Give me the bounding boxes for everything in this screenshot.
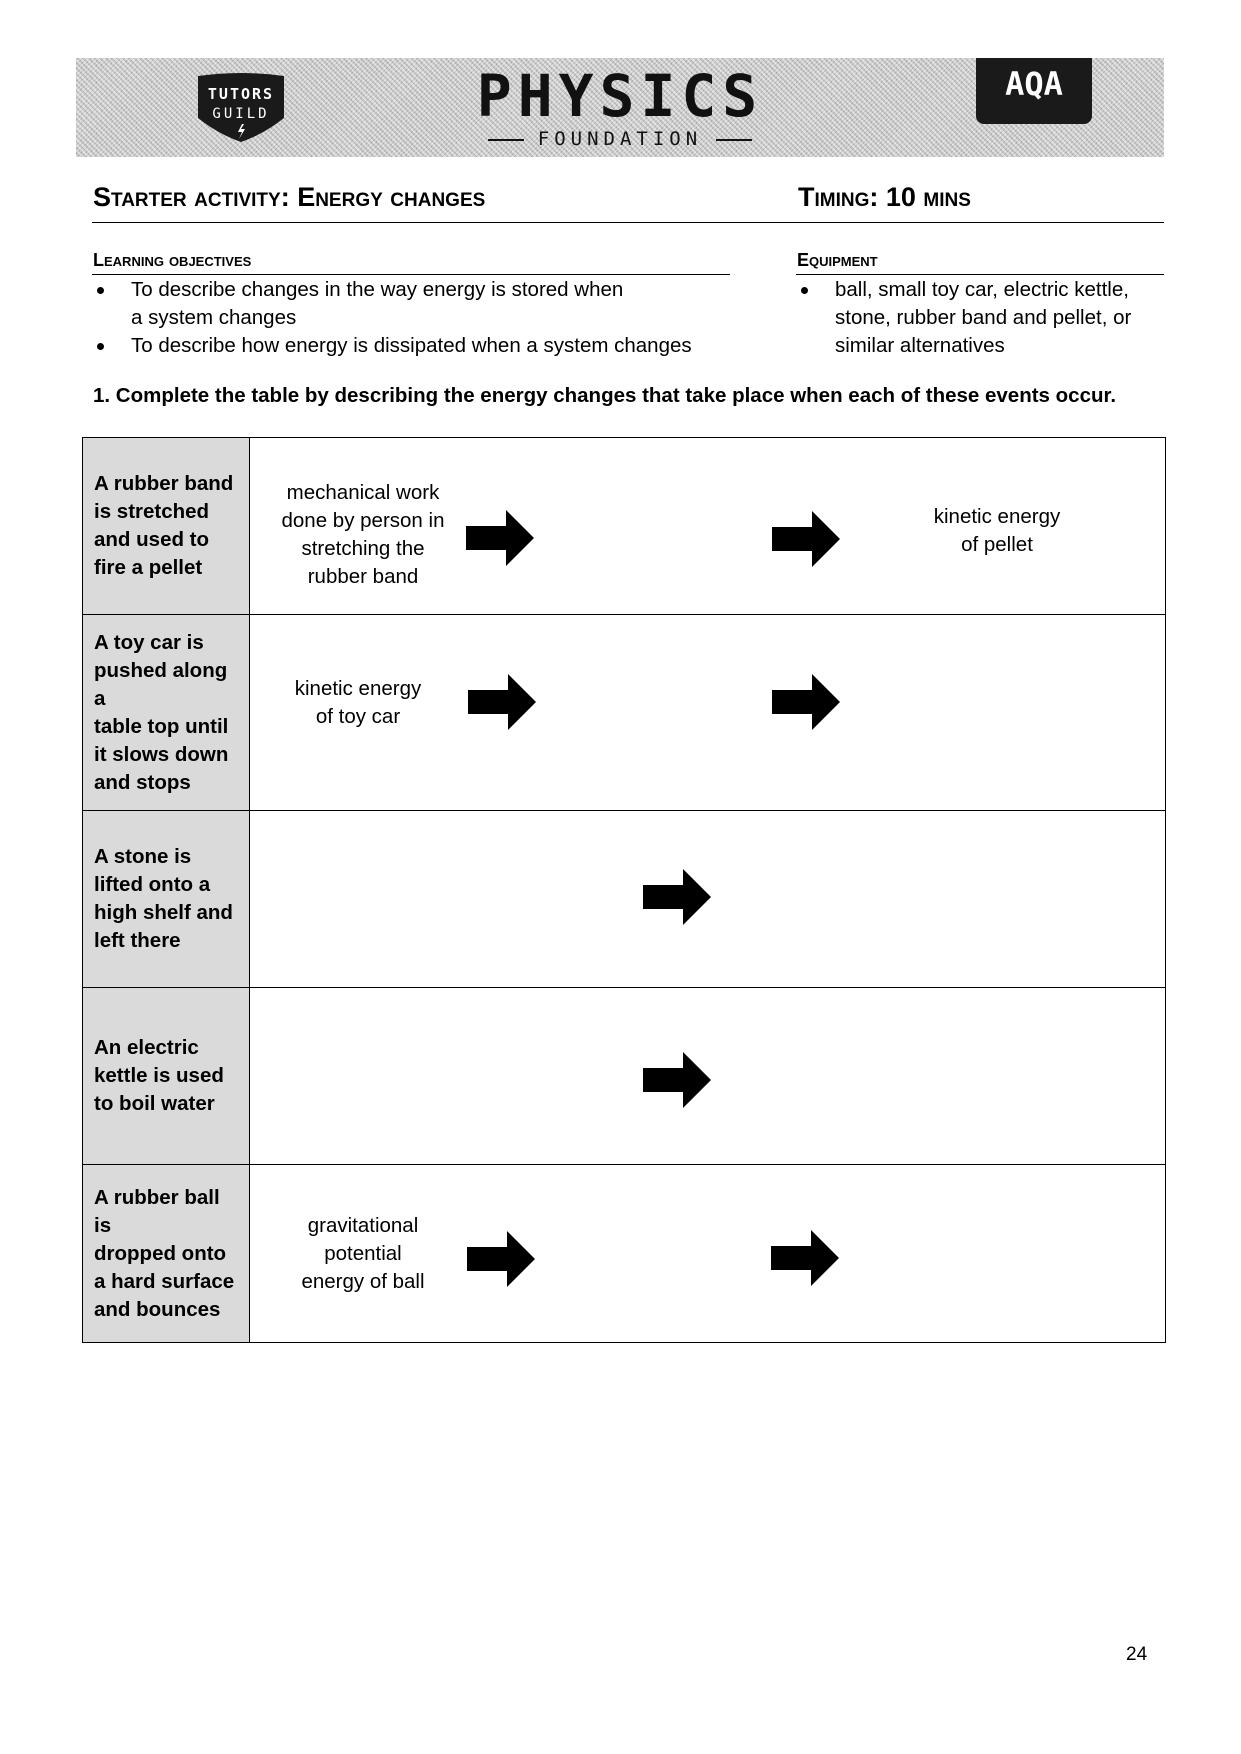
arrow-right-icon: [466, 672, 538, 732]
objective-item: To describe how energy is dissipated when a system changes: [93, 332, 733, 360]
learning-objectives-list: [93, 276, 733, 360]
table-row: [83, 438, 1165, 615]
start-energy-store: kinetic energy of toy car: [294, 677, 422, 728]
event-cell: An electric kettle is used to boil water: [83, 988, 250, 1164]
answer-blank-start[interactable]: [313, 1050, 613, 1110]
page-number: 24: [1126, 1644, 1148, 1665]
brand-title: PHYSICS: [476, 62, 764, 130]
objective-item: To describe changes in the way energy is stored when a system changes: [93, 276, 733, 332]
answer-blank-middle[interactable]: [568, 1229, 768, 1289]
equipment-heading: Equipment: [797, 250, 878, 270]
question-1: 1. Complete the table by describing the energy changes that take place when each of these events occur.: [93, 384, 1117, 407]
arrow-right-icon: [770, 509, 842, 569]
start-energy-store: gravitational potential energy of ball: [301, 1214, 425, 1293]
learning-objectives-heading: Learning objectives: [93, 250, 252, 270]
energy-changes-table: [82, 437, 1166, 1343]
exam-board-tag: AQA: [976, 58, 1092, 124]
equipment-item: ball, small toy car, electric kettle, stone, rubber band and pellet, or similar alternatives: [797, 276, 1167, 360]
header-banner: [76, 58, 1164, 157]
table-row: [83, 988, 1165, 1165]
arrow-right-icon: [641, 1050, 713, 1110]
answer-blank-middle[interactable]: [433, 508, 633, 568]
answer-blank-end[interactable]: [763, 1050, 1063, 1110]
event-cell: A rubber band is stretched and used to fire a pellet: [83, 438, 250, 614]
answer-blank-end[interactable]: [897, 672, 1097, 732]
answer-blank-end[interactable]: [763, 867, 1063, 927]
table-row: [83, 615, 1165, 811]
table-row: [83, 811, 1165, 988]
table-row: [83, 1165, 1165, 1342]
arrow-right-icon: [465, 1229, 537, 1289]
arrow-right-icon: [769, 1228, 841, 1288]
equipment-divider: [796, 274, 1164, 275]
end-energy-store: kinetic energy of pellet: [933, 505, 1061, 556]
event-cell: A stone is lifted onto a high shelf and left there: [83, 811, 250, 987]
arrow-right-icon: [641, 867, 713, 927]
activity-title: Starter activity: Energy changes: [93, 182, 486, 212]
answer-blank-start[interactable]: [313, 867, 613, 927]
title-divider: [92, 222, 1164, 223]
start-energy-store: mechanical work done by person in stretching the rubber band: [281, 481, 445, 588]
arrow-right-icon: [770, 672, 842, 732]
answer-blank-end[interactable]: [897, 1228, 1097, 1288]
event-cell: A rubber ball is dropped onto a hard surface and bounces: [83, 1165, 250, 1342]
activity-timing: Timing: 10 mins: [798, 182, 971, 212]
equipment-list: [797, 276, 1167, 360]
learning-objectives-divider: [92, 274, 730, 275]
svg-text:TUTORS: TUTORS: [207, 85, 275, 103]
answer-blank-middle[interactable]: [568, 672, 768, 732]
brand-subtitle: FOUNDATION: [76, 128, 1164, 150]
event-cell: A toy car is pushed along a table top until it slows down and stops: [83, 615, 250, 810]
svg-text:GUILD: GUILD: [212, 106, 270, 122]
